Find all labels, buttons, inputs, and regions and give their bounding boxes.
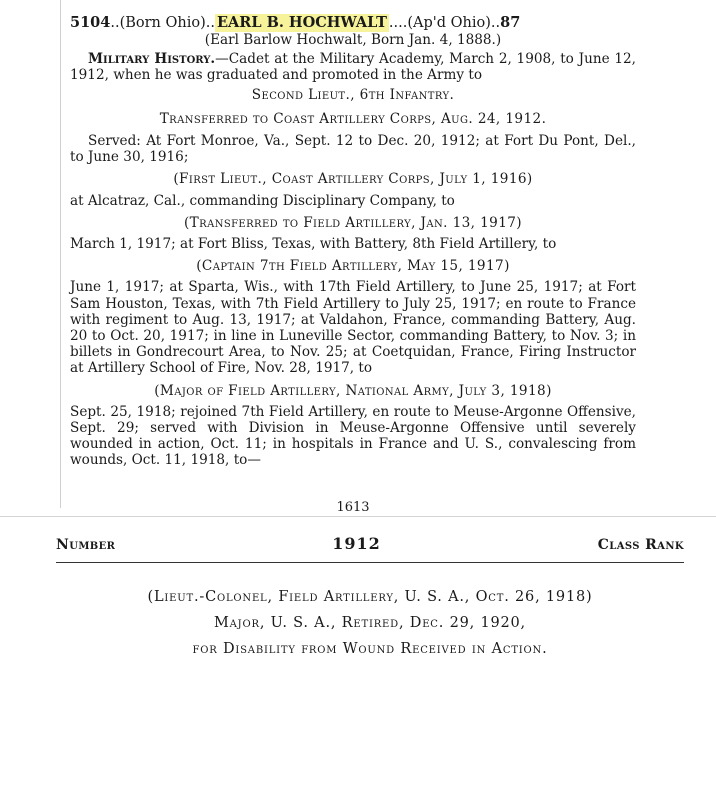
service-paragraph: March 1, 1917; at Fort Bliss, Texas, with Battery, 8th Field Artillery, to	[70, 236, 557, 253]
officer-name: EARL B. HOCHWALT	[216, 14, 387, 31]
service-paragraph: June 1, 1917; at Sparta, Wis., with 17th Field Artillery, to June 25, 1917; at Fort Sam Houston, Texas, with 7th Field Artillery to July 25, 1917; en route to France with regiment to Aug. 13, 1917; at Valdahon, France, commanding Battery, Aug. 20 to Oct. 20, 1917; in line in Luneville Sector, commanding Battery, to Nov. 3; in billets in Gondrecourt Area, to Nov. 25; at Coetquidan, France, Firing Instructor at Artillery School of Fire, Nov. 28, 1917, to	[70, 279, 636, 377]
rank-line: Second Lieut., 6th Infantry.	[251, 86, 455, 103]
service-paragraph: at Alcatraz, Cal., commanding Disciplinary Company, to	[70, 192, 455, 209]
military-history-intro: Military History.—Cadet at the Military Academy, March 2, 1908, to June 12, 1912, when he was graduated and promoted in the Army to	[70, 51, 636, 84]
page-number: 1613	[336, 500, 370, 515]
entry-block	[70, 14, 636, 469]
continuation-block	[56, 584, 684, 662]
class-number: 87	[500, 14, 521, 31]
transfer-line: Transferred to Coast Artillery Corps, Aug. 24, 1912.	[159, 110, 547, 127]
header-rule	[56, 562, 684, 563]
continuation-line: Major, U. S. A., Retired, Dec. 29, 1920,	[214, 615, 526, 631]
rank-line: (Major of Field Artillery, National Army, July 3, 1918)	[154, 382, 552, 399]
transfer-line: (Transferred to Field Artillery, Jan. 13, 1917)	[183, 214, 523, 231]
military-history-heading: Military History.	[88, 51, 216, 68]
service-paragraph: Sept. 25, 1918; rejoined 7th Field Artillery, en route to Meuse-Argonne Offensive, Sept. 29; served with Division in Meuse-Argonne Offensive until severely wounded in action, Oct. 11; in hospitals in France and U. S., convalescing from wounds, Oct. 11, 1918, to—	[70, 403, 636, 469]
header-number-label: Number	[56, 537, 116, 553]
birth-state: (Born Ohio)	[119, 15, 206, 31]
full-name-line: (Earl Barlow Hochwalt, Born Jan. 4, 1888.)	[204, 32, 502, 48]
continuation-line: (Lieut.-Colonel, Field Artillery, U. S. A., Oct. 26, 1918)	[147, 589, 593, 605]
running-header	[56, 534, 684, 553]
header-class-year: 1912	[332, 534, 381, 553]
page-separator	[0, 516, 716, 517]
continuation-line: for Disability from Wound Received in Action.	[192, 641, 548, 657]
rank-line: (First Lieut., Coast Artillery Corps, July 1, 1916)	[173, 171, 533, 188]
header-class-rank-label: Class Rank	[597, 537, 684, 553]
appointed-from: (Ap'd Ohio)	[407, 15, 491, 31]
margin-line	[60, 0, 61, 508]
rank-line: (Captain 7th Field Artillery, May 15, 1917)	[196, 258, 510, 275]
entry-heading: 5104 .. (Born Ohio) .. EARL B. HOCHWALT .... (Ap'd Ohio) .. 87	[70, 14, 521, 31]
service-paragraph: Served: At Fort Monroe, Va., Sept. 12 to Dec. 20, 1912; at Fort Du Pont, Del., to June 30, 1916;	[70, 133, 636, 166]
cullum-number: 5104	[70, 14, 111, 31]
